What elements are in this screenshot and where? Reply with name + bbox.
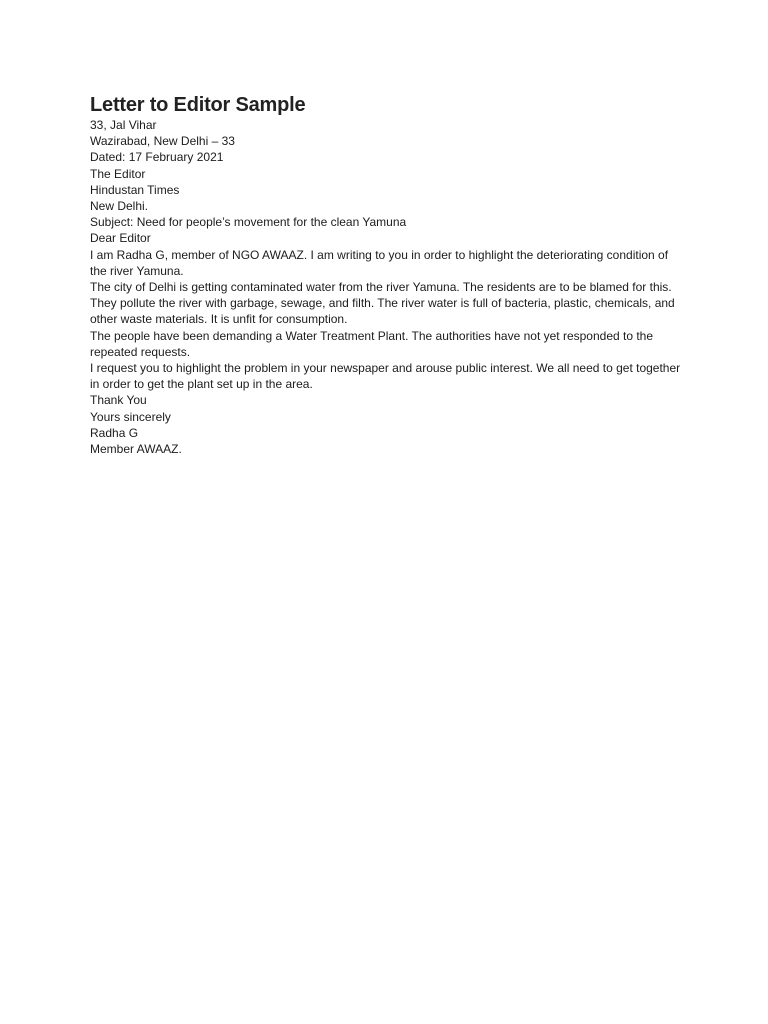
body-paragraph-4: I request you to highlight the problem in your newspaper and arouse public interest. We all need to get together in order to get the plant set up in the area. xyxy=(90,361,681,392)
document-title: Letter to Editor Sample xyxy=(90,94,306,116)
body-paragraph-1: I am Radha G, member of NGO AWAAZ. I am writing to you in order to highlight the deteriorating condition of the river Yamuna. xyxy=(90,247,669,278)
signature-role: Member AWAAZ. xyxy=(90,442,182,457)
date-line: Dated: 17 February 2021 xyxy=(90,150,224,165)
subject-line: Subject: Need for people’s movement for the clean Yamuna xyxy=(90,215,407,230)
recipient-line-3: New Delhi. xyxy=(90,199,149,214)
signature-name: Radha G xyxy=(90,425,139,440)
address-line-1: 33, Jal Vihar xyxy=(90,118,157,132)
letter-page xyxy=(90,93,685,457)
recipient-line-2: Hindustan Times xyxy=(90,182,180,197)
body-paragraph-2: The city of Delhi is getting contaminated water from the river Yamuna. The residents are to be blamed for this. They pollute the river with garbage, sewage, and filth. The river water is full of bacteria, plastic, chemicals, and other waste materials. It is unfit for consumption. xyxy=(90,280,675,327)
closing-signoff: Yours sincerely xyxy=(90,409,171,424)
recipient-line-1: The Editor xyxy=(90,166,146,181)
address-line-2: Wazirabad, New Delhi – 33 xyxy=(90,134,235,149)
closing-thanks: Thank You xyxy=(90,393,147,408)
body-paragraph-3: The people have been demanding a Water Treatment Plant. The authorities have not yet responded to the repeated requests. xyxy=(90,328,654,359)
salutation: Dear Editor xyxy=(90,231,151,246)
